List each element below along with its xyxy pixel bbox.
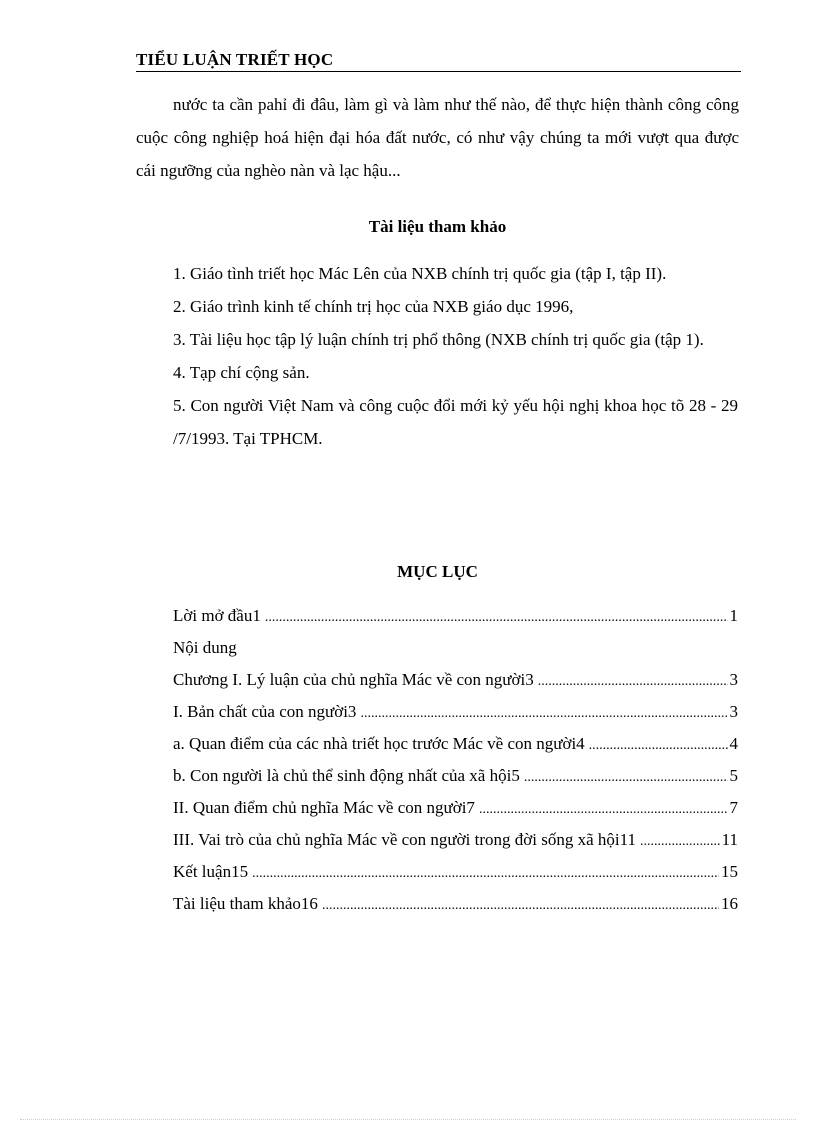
toc-leader [252,856,719,888]
toc-leader [479,792,728,824]
toc-entry-page: 15 [721,862,738,881]
toc-leader [360,696,727,728]
toc-entry-page: 3 [729,670,738,689]
toc-entry[interactable] [173,600,738,632]
toc-leader [265,600,728,632]
reference-item: 2. Giáo trình kinh tế chính trị học của NXB giáo dục 1996, [173,297,574,316]
toc-entry-page: 4 [729,734,738,753]
table-of-contents [173,600,738,920]
toc-leader [524,760,728,792]
toc-entry-label: a. Quan điểm của các nhà triết học trước Mác về con người4 [173,734,585,753]
toc-entry-label: Lời mở đầu1 [173,606,261,625]
toc-entry[interactable] [173,760,738,792]
toc-entry-label: Nội dung [173,638,237,657]
toc-entry-page: 3 [729,702,738,721]
toc-entry[interactable] [173,888,738,920]
toc-entry[interactable] [173,728,738,760]
intro-paragraph: nước ta cần pahỉ đi đâu, làm gì và làm như thế nào, để thực hiện thành công công cuộc công nghiệp hoá hiện đại hóa đất nước, có như vậy chúng ta mới vượt qua được cái ngưỡng của nghèo nàn và lạc hậu... [136,95,739,180]
reference-item: 5. Con người Việt Nam và công cuộc đổi mới kỷ yếu hội nghị khoa học tõ 28 - 29 /7/1993. Tại TPHCM. [173,396,738,448]
toc-heading: MỤC LỤC [397,562,478,581]
toc-entry[interactable] [173,664,738,696]
toc-leader [640,824,720,856]
toc-entry-label: II. Quan điểm chủ nghĩa Mác về con người7 [173,798,475,817]
toc-leader [538,664,728,696]
toc-entry-page: 7 [729,798,738,817]
toc-entry-label: b. Con người là chủ thể sinh động nhất của xã hội5 [173,766,520,785]
toc-entry-label: Tài liệu tham khảo16 [173,894,318,913]
page-header [136,50,741,72]
reference-item: 3. Tài liệu học tập lý luận chính trị phổ thông (NXB chính trị quốc gia (tập 1). [173,330,704,349]
toc-entry[interactable] [173,856,738,888]
toc-entry-label: III. Vai trò của chủ nghĩa Mác về con người trong đời sống xã hội11 [173,830,636,849]
toc-entry-label: Chương I. Lý luận của chủ nghĩa Mác về con người3 [173,670,534,689]
reference-item: 4. Tạp chí cộng sản. [173,363,310,382]
references-heading: Tài liệu tham khảo [368,217,507,236]
toc-leader [589,728,728,760]
toc-entry[interactable] [173,792,738,824]
toc-entry-page: 1 [729,606,738,625]
toc-entry-page: 11 [721,830,738,849]
references-list [173,257,738,455]
toc-entry[interactable] [173,696,738,728]
reference-item: 1. Giáo tình triết học Mác Lên của NXB chính trị quốc gia (tập I, tập II). [173,264,667,283]
toc-entry [173,632,738,664]
toc-entry[interactable] [173,824,738,856]
toc-entry-page: 16 [721,894,738,913]
page-bottom-divider [20,1119,796,1120]
document-title: TIỂU LUẬN TRIẾT HỌC [136,50,334,69]
toc-entry-label: I. Bản chất của con người3 [173,702,357,721]
toc-entry-label: Kết luận15 [173,862,249,881]
toc-entry-page: 5 [729,766,738,785]
toc-leader [322,888,719,920]
